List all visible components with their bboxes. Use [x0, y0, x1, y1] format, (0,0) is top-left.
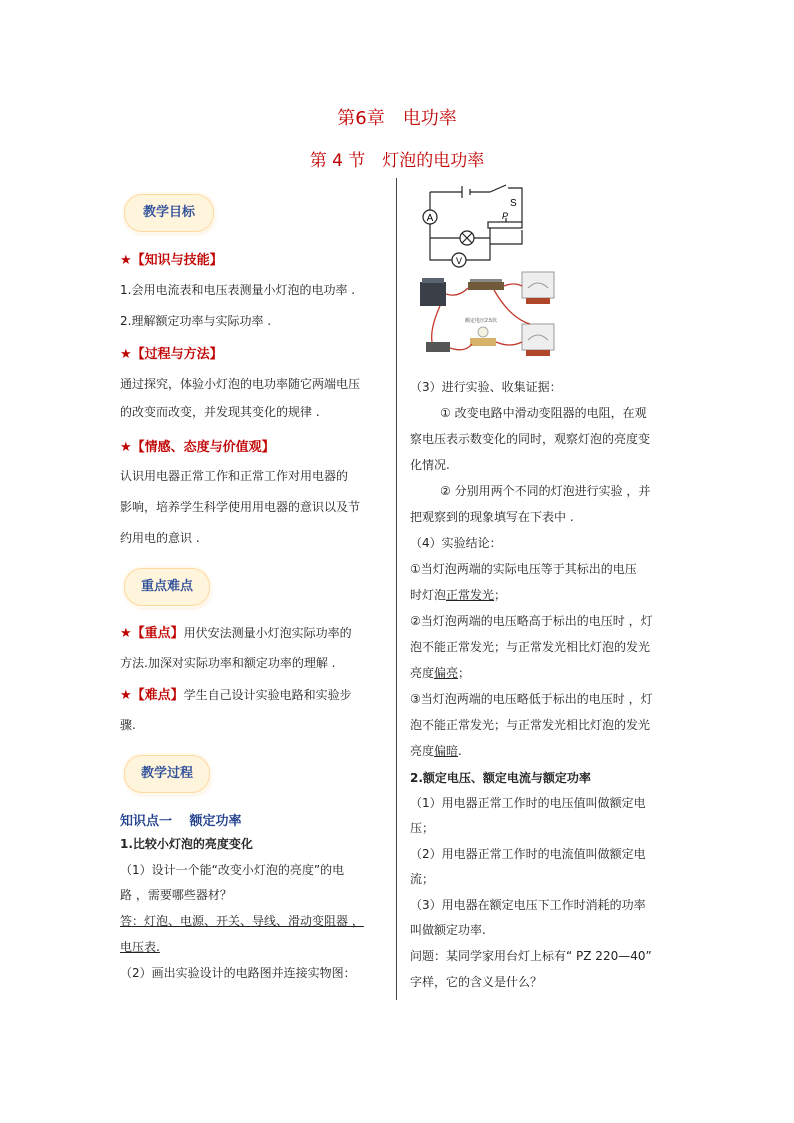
process-line-1: 通过探究，体验小灯泡的电功率随它两端电压 — [120, 377, 361, 391]
conclusion-3-line-2: 泡不能正常发光；与正常发光相比灯泡的发光 — [410, 718, 651, 732]
photo-caption: 额定电压2.5伏 — [465, 318, 497, 324]
section-title: 第 4 节 灯泡的电功率 — [309, 151, 485, 171]
battery-pack — [420, 282, 446, 306]
rheostat — [468, 282, 504, 290]
rheostat-label: P — [502, 211, 509, 221]
voltmeter-device — [522, 324, 554, 350]
difficulty-line-1 — [120, 682, 352, 709]
conclusion-3-line-1: ③当灯泡两端的电压略低于标出的电压时 ，灯 — [410, 692, 653, 706]
conclusion-1-suffix: ； — [494, 588, 507, 602]
circuit-diagram — [410, 182, 540, 268]
conclusion-2-prefix: 亮度 — [410, 666, 435, 680]
kp1-subheading: 1.比较小灯泡的亮度变化 — [120, 837, 253, 851]
key-label: ★【重点】 — [120, 626, 184, 641]
switch-label: S — [510, 198, 517, 209]
conclusion-3-line-3 — [410, 738, 462, 764]
definition-1-line-1: （1）用电器正常工作时的电压值叫做额定电 — [410, 796, 646, 810]
question-line-1: 问题：某同学家用台灯上标有“ PZ 220—40” — [410, 949, 652, 963]
conclusion-1-answer: 正常发光 — [446, 588, 495, 602]
question-line-2: 字样，它的含义是什么？ — [410, 975, 543, 989]
emotion-line-1: 认识用电器正常工作和正常工作对用电器的 — [120, 469, 349, 483]
definition-2-line-1: （2）用电器正常工作时的电流值叫做额定电 — [410, 847, 646, 861]
answer-line-2: 电压表. — [120, 940, 160, 954]
apparatus-photo — [410, 268, 562, 368]
ammeter-label: A — [426, 213, 434, 224]
emotion-heading: ★【情感、态度与价值观】 — [120, 440, 275, 455]
step-3-1-line-1: ① 改变电路中滑动变阻器的电阻，在观 — [440, 406, 647, 420]
chapter-title: 第6章 电功率 — [337, 108, 457, 129]
difficulty-label: ★【难点】 — [120, 688, 184, 703]
difficulty-text-1: 学生自己设计实验电路和实验步 — [183, 688, 352, 702]
definition-3-line-1: （3）用电器在额定电压下工作时消耗的功率 — [410, 898, 646, 912]
process-line-2: 的改变而改变，并发现其变化的规律 . — [120, 405, 320, 419]
column-divider — [396, 178, 397, 1000]
step-3-2-line-2: 把观察到的现象填写在下表中 . — [410, 510, 574, 524]
question-1-line-2: 路 ，需要哪些器材？ — [120, 888, 232, 902]
goals-pill: 教学目标 — [124, 194, 214, 232]
emotion-line-3: 约用电的意识 . — [120, 531, 200, 545]
lamp-holder — [470, 338, 496, 346]
process-heading: ★【过程与方法】 — [120, 347, 223, 362]
step-3: （3）进行实验、收集证据： — [410, 380, 562, 394]
conclusion-3-prefix: 亮度 — [410, 744, 435, 758]
step-3-1-line-2: 察电压表示数变化的同时，观察灯泡的亮度变 — [410, 432, 651, 446]
conclusion-1-prefix: 时灯泡 — [410, 588, 447, 602]
answer-line-1: 答：灯泡、电源、开关、导线、滑动变阻器 ， — [120, 914, 364, 928]
step-3-2-line-1: ② 分别用两个不同的灯泡进行实验 ，并 — [440, 484, 651, 498]
conclusion-2-answer: 偏亮 — [434, 666, 459, 680]
knowledge-line-1: 1.会用电流表和电压表测量小灯泡的电功率 . — [120, 283, 356, 297]
emotion-line-2: 影响，培养学生科学使用用电器的意识以及节 — [120, 500, 361, 514]
definition-3-line-2: 叫做额定功率. — [410, 923, 486, 937]
conclusion-2-line-3 — [410, 660, 470, 686]
knowledge-heading: ★【知识与技能】 — [120, 253, 223, 268]
conclusion-1-line-1: ①当灯泡两端的实际电压等于其标出的电压 — [410, 562, 637, 576]
question-2: （2）画出实验设计的电路图并连接实物图： — [120, 966, 356, 980]
conclusion-3-suffix: . — [458, 744, 462, 758]
conclusion-3-answer: 偏暗 — [434, 744, 459, 758]
ammeter-device — [522, 272, 554, 298]
definition-1-line-2: 压； — [410, 821, 435, 835]
definition-2-line-2: 流； — [410, 872, 435, 886]
conclusion-2-suffix: ； — [458, 666, 471, 680]
key-line-1 — [120, 620, 352, 647]
step-3-1-line-3: 化情况. — [410, 458, 450, 472]
voltmeter-label: V — [455, 256, 463, 266]
key-pill: 重点难点 — [124, 568, 210, 606]
difficulty-line-2: 骤. — [120, 718, 136, 732]
key-text-1: 用伏安法测量小灯泡实际功率的 — [183, 626, 352, 640]
step-4: （4）实验结论： — [410, 536, 502, 550]
conclusion-1-line-2 — [410, 582, 506, 608]
process-pill: 教学过程 — [124, 755, 210, 793]
switch-device — [426, 342, 450, 352]
subheading-2: 2.额定电压、额定电流与额定功率 — [410, 771, 591, 785]
question-1-line-1: （1）设计一个能“改变小灯泡的亮度”的电 — [120, 863, 345, 877]
knowledge-point-1: 知识点一 额定功率 — [120, 814, 242, 829]
knowledge-line-2: 2.理解额定功率与实际功率 . — [120, 314, 272, 328]
conclusion-2-line-1: ②当灯泡两端的电压略高于标出的电压时 ，灯 — [410, 614, 653, 628]
conclusion-2-line-2: 泡不能正常发光；与正常发光相比灯泡的发光 — [410, 640, 651, 654]
key-line-2: 方法.加深对实际功率和额定功率的理解 . — [120, 656, 336, 670]
